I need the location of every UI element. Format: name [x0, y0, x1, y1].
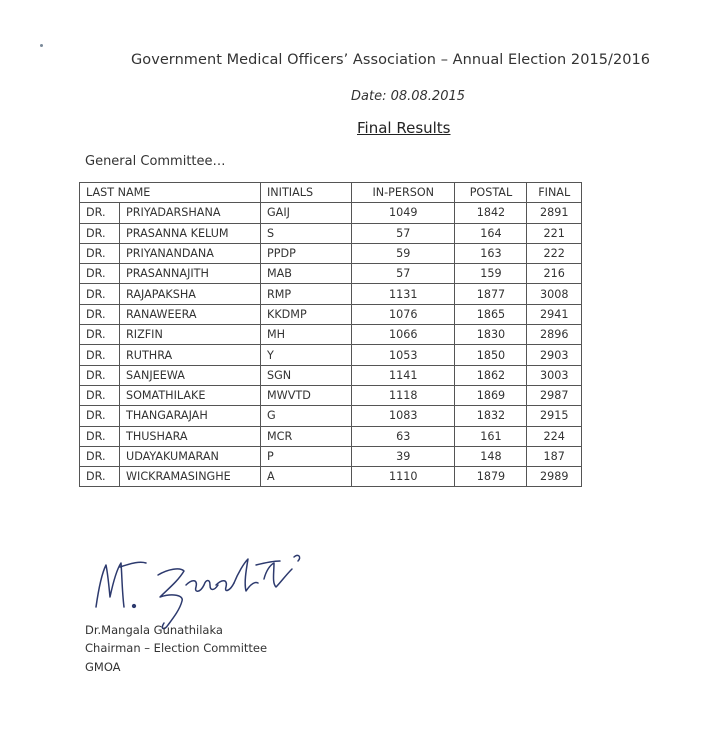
- cell-final: 2987: [527, 385, 582, 405]
- cell-initials: S: [261, 223, 352, 243]
- cell-title: DR.: [80, 446, 120, 466]
- cell-title: DR.: [80, 203, 120, 223]
- table-row: [80, 203, 582, 223]
- cell-final: 2989: [527, 467, 582, 487]
- cell-final: 3008: [527, 284, 582, 304]
- header-last-name: LAST NAME: [80, 183, 261, 203]
- cell-final: 2941: [527, 304, 582, 324]
- cell-final: 216: [527, 264, 582, 284]
- cell-in-person: 1083: [352, 406, 455, 426]
- signature: [88, 545, 318, 635]
- cell-last-name: SANJEEWA: [120, 365, 261, 385]
- cell-initials: Y: [261, 345, 352, 365]
- cell-initials: MAB: [261, 264, 352, 284]
- cell-title: DR.: [80, 467, 120, 487]
- cell-last-name: RAJAPAKSHA: [120, 284, 261, 304]
- cell-last-name: PRASANNA KELUM: [120, 223, 261, 243]
- header-in-person: IN-PERSON: [352, 183, 455, 203]
- cell-title: DR.: [80, 284, 120, 304]
- cell-initials: MCR: [261, 426, 352, 446]
- table-row: [80, 426, 582, 446]
- document-title: Government Medical Officers’ Association – Annual Election 2015/2016: [131, 52, 651, 68]
- cell-in-person: 1131: [352, 284, 455, 304]
- cell-final: 3003: [527, 365, 582, 385]
- cell-in-person: 39: [352, 446, 455, 466]
- cell-title: DR.: [80, 345, 120, 365]
- signatory-organization: GMOA: [85, 660, 121, 674]
- cell-title: DR.: [80, 325, 120, 345]
- cell-in-person: 63: [352, 426, 455, 446]
- cell-in-person: 57: [352, 223, 455, 243]
- table-row: [80, 345, 582, 365]
- cell-initials: PPDP: [261, 243, 352, 263]
- cell-postal: 1862: [455, 365, 527, 385]
- cell-initials: P: [261, 446, 352, 466]
- signatory-role: Chairman – Election Committee: [85, 641, 268, 655]
- cell-final: 221: [527, 223, 582, 243]
- cell-postal: 164: [455, 223, 527, 243]
- cell-postal: 1877: [455, 284, 527, 304]
- cell-initials: RMP: [261, 284, 352, 304]
- cell-last-name: WICKRAMASINGHE: [120, 467, 261, 487]
- cell-title: DR.: [80, 426, 120, 446]
- cell-last-name: THUSHARA: [120, 426, 261, 446]
- cell-in-person: 1049: [352, 203, 455, 223]
- cell-initials: MH: [261, 325, 352, 345]
- cell-in-person: 1110: [352, 467, 455, 487]
- cell-postal: 1865: [455, 304, 527, 324]
- header-final: FINAL: [527, 183, 582, 203]
- cell-in-person: 1118: [352, 385, 455, 405]
- table-row: [80, 284, 582, 304]
- table-header-row: [80, 183, 582, 203]
- cell-title: DR.: [80, 385, 120, 405]
- table-row: [80, 467, 582, 487]
- table-row: [80, 365, 582, 385]
- cell-postal: 1850: [455, 345, 527, 365]
- document-date: Date: 08.08.2015: [351, 89, 466, 104]
- table-row: [80, 243, 582, 263]
- cell-final: 222: [527, 243, 582, 263]
- table-row: [80, 446, 582, 466]
- cell-initials: MWVTD: [261, 385, 352, 405]
- cell-in-person: 57: [352, 264, 455, 284]
- section-label: General Committee…: [85, 154, 226, 169]
- cell-last-name: UDAYAKUMARAN: [120, 446, 261, 466]
- cell-final: 2896: [527, 325, 582, 345]
- cell-last-name: THANGARAJAH: [120, 406, 261, 426]
- table-row: [80, 385, 582, 405]
- results-body: [80, 203, 582, 487]
- cell-initials: G: [261, 406, 352, 426]
- cell-in-person: 59: [352, 243, 455, 263]
- table-row: [80, 304, 582, 324]
- cell-final: 187: [527, 446, 582, 466]
- cell-title: DR.: [80, 365, 120, 385]
- cell-last-name: RUTHRA: [120, 345, 261, 365]
- header-initials: INITIALS: [261, 183, 352, 203]
- cell-last-name: PRIYADARSHANA: [120, 203, 261, 223]
- cell-last-name: SOMATHILAKE: [120, 385, 261, 405]
- results-table: [79, 182, 582, 487]
- signatory-name: Dr.Mangala Gunathilaka: [85, 623, 223, 637]
- cell-postal: 1830: [455, 325, 527, 345]
- cell-final: 2903: [527, 345, 582, 365]
- cell-last-name: RANAWEERA: [120, 304, 261, 324]
- cell-in-person: 1141: [352, 365, 455, 385]
- cell-postal: 1879: [455, 467, 527, 487]
- results-heading: Final Results: [357, 119, 451, 137]
- table-row: [80, 325, 582, 345]
- cell-postal: 1842: [455, 203, 527, 223]
- cell-final: 224: [527, 426, 582, 446]
- cell-last-name: RIZFIN: [120, 325, 261, 345]
- cell-title: DR.: [80, 264, 120, 284]
- cell-initials: GAIJ: [261, 203, 352, 223]
- cell-initials: SGN: [261, 365, 352, 385]
- cell-postal: 161: [455, 426, 527, 446]
- cell-initials: KKDMP: [261, 304, 352, 324]
- cell-in-person: 1066: [352, 325, 455, 345]
- cell-in-person: 1053: [352, 345, 455, 365]
- cell-postal: 148: [455, 446, 527, 466]
- cell-in-person: 1076: [352, 304, 455, 324]
- cell-last-name: PRASANNAJITH: [120, 264, 261, 284]
- scan-speck: [40, 44, 43, 47]
- table-row: [80, 406, 582, 426]
- cell-initials: A: [261, 467, 352, 487]
- cell-title: DR.: [80, 223, 120, 243]
- cell-final: 2891: [527, 203, 582, 223]
- table-row: [80, 264, 582, 284]
- cell-title: DR.: [80, 243, 120, 263]
- cell-postal: 163: [455, 243, 527, 263]
- cell-title: DR.: [80, 304, 120, 324]
- cell-postal: 1832: [455, 406, 527, 426]
- cell-postal: 159: [455, 264, 527, 284]
- cell-title: DR.: [80, 406, 120, 426]
- cell-postal: 1869: [455, 385, 527, 405]
- cell-last-name: PRIYANANDANA: [120, 243, 261, 263]
- table-row: [80, 223, 582, 243]
- cell-final: 2915: [527, 406, 582, 426]
- header-postal: POSTAL: [455, 183, 527, 203]
